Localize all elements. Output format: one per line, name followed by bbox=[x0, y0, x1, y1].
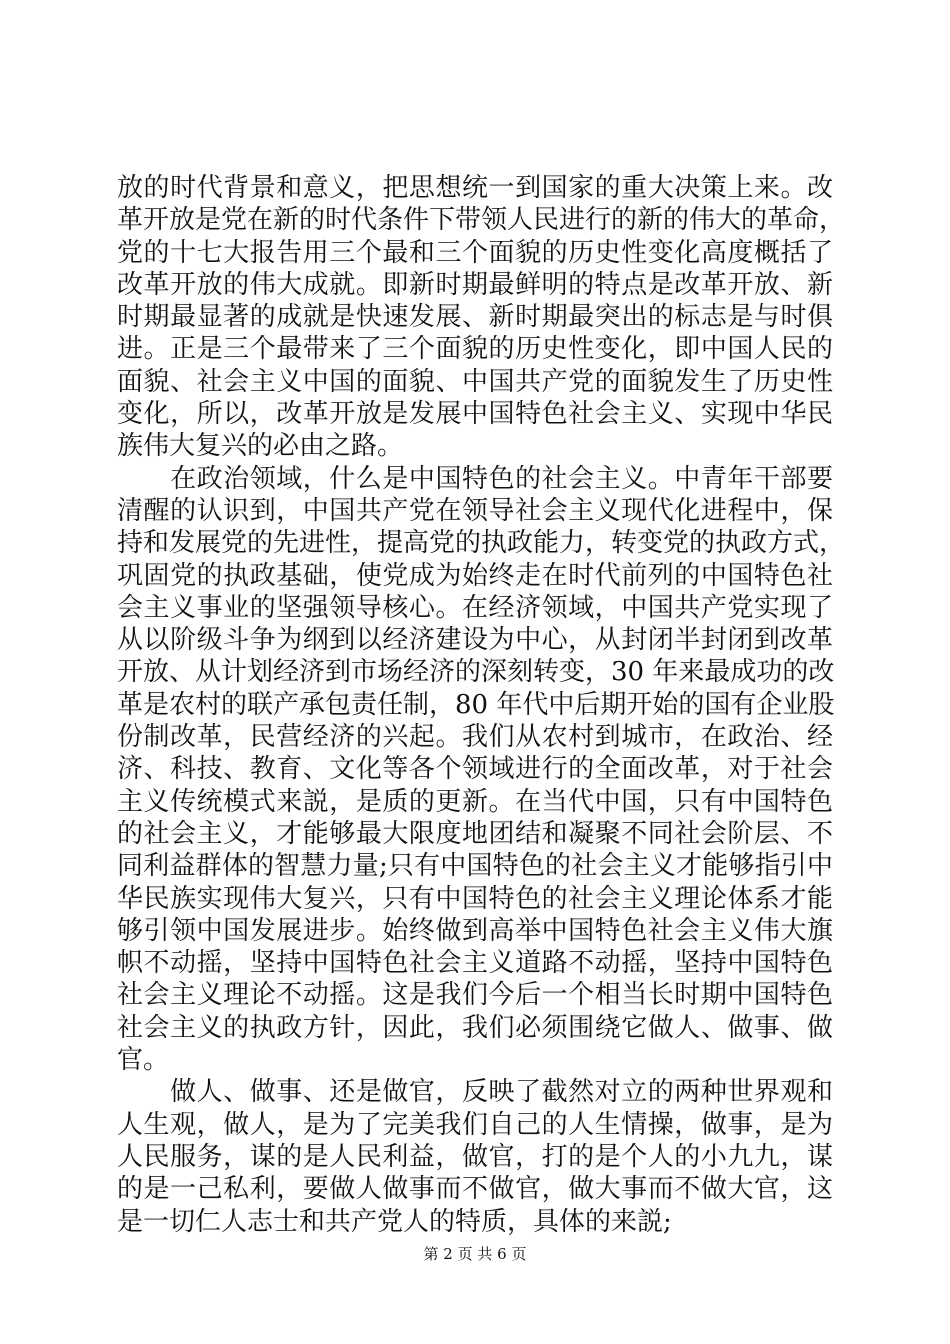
text-line: 开放、从计划经济到市场经济的深刻转变，30 年来最成功的改 bbox=[117, 657, 835, 688]
text-line: 持和发展党的先进性，提高党的执政能力，转变党的执政方式， bbox=[117, 528, 846, 559]
text-line: 面貌、社会主义中国的面貌、中国共产党的面貌发生了历史性 bbox=[117, 366, 833, 397]
text-line: 社会主义理论不动摇。这是我们今后一个相当长时期中国特色 bbox=[117, 980, 833, 1011]
text-line: 从以阶级斗争为纲到以经济建设为中心，从封闭半封闭到改革 bbox=[117, 625, 833, 656]
text-line: 进。正是三个最带来了三个面貌的历史性变化，即中国人民的 bbox=[117, 334, 833, 365]
text-line: 清醒的认识到，中国共产党在领导社会主义现代化进程中，保 bbox=[117, 495, 833, 526]
text-line: 人生观，做人，是为了完美我们自己的人生情操，做事，是为 bbox=[117, 1109, 833, 1140]
text-line: 族伟大复兴的必由之路。 bbox=[117, 431, 404, 462]
text-line: 革是农村的联产承包责任制，80 年代中后期开始的国有企业股 bbox=[117, 689, 835, 720]
text-line: 够引领中国发展进步。始终做到高举中国特色社会主义伟大旗 bbox=[117, 915, 833, 946]
text-line: 改革开放的伟大成就。即新时期最鲜明的特点是改革开放、新 bbox=[117, 269, 833, 300]
text-line: 济、科技、教育、文化等各个领域进行的全面改革，对于社会 bbox=[117, 754, 833, 785]
text-line: 的社会主义，才能够最大限度地团结和凝聚不同社会阶层、不 bbox=[117, 818, 833, 849]
paragraph bbox=[117, 172, 846, 463]
text-line: 做人、做事、还是做官，反映了截然对立的两种世界观和 bbox=[117, 1077, 833, 1108]
text-line: 华民族实现伟大复兴，只有中国特色的社会主义理论体系才能 bbox=[117, 883, 833, 914]
text-line: 变化，所以，改革开放是发展中国特色社会主义、实现中华民 bbox=[117, 399, 833, 430]
text-line: 时期最显著的成就是快速发展、新时期最突出的标志是与时俱 bbox=[117, 302, 833, 333]
paragraph bbox=[117, 463, 846, 1077]
text-line: 在政治领域，什么是中国特色的社会主义。中青年干部要 bbox=[117, 463, 833, 494]
text-line: 巩固党的执政基础，使党成为始终走在时代前列的中国特色社 bbox=[117, 560, 833, 591]
text-line: 官。 bbox=[117, 1045, 170, 1076]
text-line: 人民服务，谋的是人民利益，做官，打的是个人的小九九，谋 bbox=[117, 1141, 833, 1172]
text-line: 党的十七大报告用三个最和三个面貌的历史性变化高度概括了 bbox=[117, 237, 833, 268]
text-line: 革开放是党在新的时代条件下带领人民进行的新的伟大的革命， bbox=[117, 205, 846, 236]
text-line: 份制改革，民营经济的兴起。我们从农村到城市，在政治、经 bbox=[117, 722, 833, 753]
text-line: 会主义事业的坚强领导核心。在经济领域，中国共产党实现了 bbox=[117, 592, 833, 623]
text-line: 同利益群体的智慧力量;只有中国特色的社会主义才能够指引中 bbox=[117, 851, 833, 882]
body-text bbox=[117, 172, 846, 1238]
text-line: 的是一己私利，要做人做事而不做官，做大事而不做大官，这 bbox=[117, 1174, 833, 1205]
text-line: 放的时代背景和意义，把思想统一到国家的重大决策上来。改 bbox=[117, 173, 833, 203]
page-footer: 第 2 页 共 6 页 bbox=[423, 1245, 527, 1263]
text-line: 主义传统模式来説，是质的更新。在当代中国，只有中国特色 bbox=[117, 786, 833, 817]
text-line: 帜不动摇，坚持中国特色社会主义道路不动摇，坚持中国特色 bbox=[117, 948, 833, 979]
text-line: 是一切仁人志士和共产党人的特质，具体的来説; bbox=[117, 1206, 672, 1237]
paragraph bbox=[117, 1076, 833, 1237]
text-line: 社会主义的执政方针，因此，我们必须围绕它做人、做事、做 bbox=[117, 1012, 833, 1043]
